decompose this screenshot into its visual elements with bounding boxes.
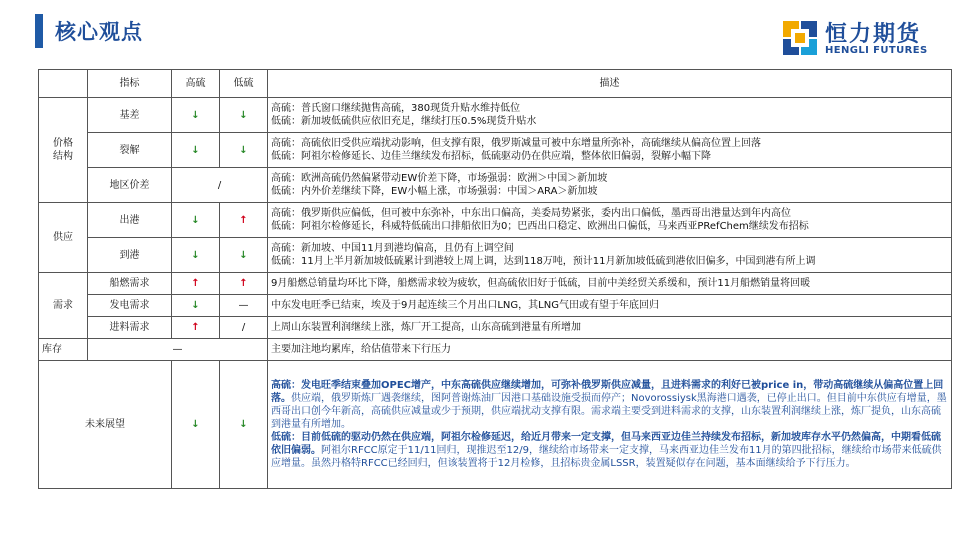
indicator-export: 出港 [88,203,172,238]
power-description: 中东发电旺季已结束，埃及于9月起连续三个月出口LNG，其LNG气田或有望于年底回归 [268,295,952,317]
crack-hs-arrow: ↓ [172,133,220,168]
indicator-power-demand: 发电需求 [88,295,172,317]
basis-hs-arrow: ↓ [172,98,220,133]
indicator-feedstock-demand: 进料需求 [88,317,172,339]
page-title: 核心观点 [55,20,143,44]
indicator-crack: 裂解 [88,133,172,168]
inventory-value: — [88,339,268,361]
table-row [39,168,952,203]
bunker-hs-arrow: ↑ [172,273,220,295]
export-description: 高硫：俄罗斯供应偏低，但可被中东弥补，中东出口偏高，美委局势紧张，委内出口偏低，墨西哥出港量达到年内高位 低硫：阿祖尔检修延长，科威特低硫出口排船依旧为0；巴西出口稳定、欧洲出口偏低，马来西亚PRefChem继续发布招标 [268,203,952,238]
basis-ls-arrow: ↓ [220,98,268,133]
table-header-row [39,70,952,98]
indicator-arrival: 到港 [88,238,172,273]
group-demand: 需求 [39,273,88,339]
indicator-bunker-demand: 船燃需求 [88,273,172,295]
outlook-hs-arrow: ↓ [172,361,220,489]
bunker-ls-arrow: ↑ [220,273,268,295]
outlook-hs-summary: 高硫：发电旺季结束叠加OPEC增产，中东高硫供应继续增加，可弥补俄罗斯供应减量，且进料需求的利好已被price in，带动高硫继续从偏高位置上回落。 [271,380,944,404]
header-low-sulfur: 低硫 [220,70,268,98]
core-views-table [38,69,952,489]
header-description: 描述 [268,70,952,98]
feedstock-hs-arrow: ↑ [172,317,220,339]
regional-spread-value: / [172,168,268,203]
inventory-description: 主要加注地均累库，给估值带来下行压力 [268,339,952,361]
hengli-logo-icon [781,19,819,57]
feedstock-description: 上周山东装置利润继续上涨，炼厂开工提高，山东高硫到港量有所增加 [268,317,952,339]
group-outlook: 未来展望 [39,361,172,489]
basis-description: 高硫：普氏窗口继续抛售高硫，380现货升贴水维持低位 低硫：新加坡低硫供应依旧充足，继续打压0.5%现货升贴水 [268,98,952,133]
crack-ls-arrow: ↓ [220,133,268,168]
feedstock-ls-value: / [220,317,268,339]
power-hs-arrow: ↓ [172,295,220,317]
table-row [39,361,952,489]
arrival-description: 高硫：新加坡、中国11月到港均偏高，且仍有上调空间 低硫：11月上半月新加坡低硫累计到港较上周上调，达到118万吨，预计11月新加坡低硫到港依旧偏多，中国到港有所上调 [268,238,952,273]
table-row [39,238,952,273]
company-logo [781,17,941,61]
logo-english-text: HENGLI FUTURES [825,45,928,56]
export-ls-arrow: ↑ [220,203,268,238]
outlook-description [268,361,952,489]
group-supply: 供应 [39,203,88,273]
outlook-ls-arrow: ↓ [220,361,268,489]
arrival-hs-arrow: ↓ [172,238,220,273]
bunker-description: 9月船燃总销量均环比下降，船燃需求较为疲软，但高硫依旧好于低硫，目前中美经贸关系缓和，预计11月船燃销量将回暖 [268,273,952,295]
outlook-ls-summary: 低硫：目前低硫的驱动仍然在供应端，阿祖尔检修延迟，给近月带来一定支撑，但马来西亚边佳兰持续发布招标，新加坡库存水平仍然偏高，中期看低硫依旧偏弱。 [271,432,941,456]
table-row [39,317,952,339]
header-category [39,70,88,98]
logo-chinese-text: 恒力期货 [825,22,922,47]
regional-spread-description: 高硫：欧洲高硫仍然偏紧带动EW价差下降，市场强弱：欧洲＞中国＞新加坡 低硫：内外价差继续下降，EW小幅上涨，市场强弱：中国＞ARA＞新加坡 [268,168,952,203]
table-row [39,339,952,361]
power-ls-value: — [220,295,268,317]
outlook-hs-detail: 供应端，俄罗斯炼厂遇袭继续，图阿普谢炼油厂因港口基础设施受损而停产；Novorossiysk黑海港口遇袭，已停止出口。但目前中东供应有增量，墨西哥出口创今年新高，高硫供应减量或少于预期，供应端扰动支撑有限。需求端主要受到进料需求的支撑，山东装置利润继续上涨，炼厂提负，山东高硫到港量有所增加。 [271,393,947,430]
title-accent-bar [35,14,43,48]
indicator-regional-spread: 地区价差 [88,168,172,203]
indicator-basis: 基差 [88,98,172,133]
crack-description: 高硫：高硫依旧受供应端扰动影响，但支撑有限，俄罗斯减量可被中东增量所弥补，高硫继续从偏高位置上回落 低硫：阿祖尔检修延长、边佳兰继续发布招标，低硫驱动仍在供应端，整体依旧偏弱，裂解小幅下降 [268,133,952,168]
group-price-structure: 价格 结构 [39,98,88,203]
table-row [39,133,952,168]
table-row [39,273,952,295]
outlook-ls-detail: 阿祖尔RFCC原定于11/11回归，现推迟至12/9，继续给市场带来一定支撑，马来西亚边佳兰发布11月的第四批招标，继续给市场带来低硫供应增量。虽然丹格特RFCC已经回归，但该装置将于12月检修，且招标贵金属LSSR，装置疑似存在问题，基本面继续给予下行压力。 [271,445,942,469]
arrival-ls-arrow: ↓ [220,238,268,273]
header-high-sulfur: 高硫 [172,70,220,98]
table-row [39,98,952,133]
header-indicator: 指标 [88,70,172,98]
table-row [39,295,952,317]
table-row [39,203,952,238]
group-inventory: 库存 [39,339,88,361]
export-hs-arrow: ↓ [172,203,220,238]
